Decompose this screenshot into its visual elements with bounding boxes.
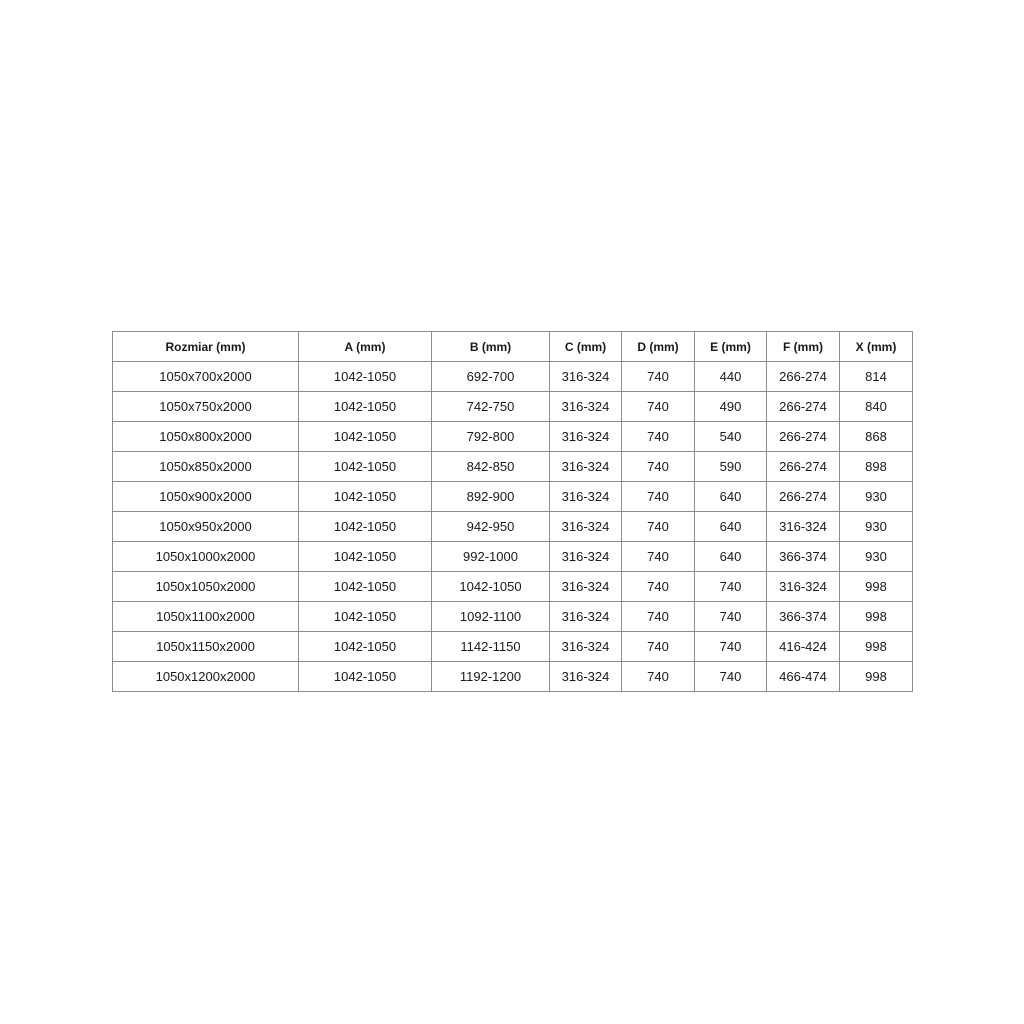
table-row: [113, 362, 913, 392]
cell-d: 740: [622, 662, 695, 692]
table-row: [113, 662, 913, 692]
cell-x: 930: [840, 512, 913, 542]
cell-f: 366-374: [767, 602, 840, 632]
cell-rozmiar: 1050x800x2000: [113, 422, 299, 452]
cell-c: 316-324: [550, 452, 622, 482]
cell-f: 316-324: [767, 572, 840, 602]
dimensions-table: [112, 331, 913, 692]
cell-a: 1042-1050: [299, 422, 432, 452]
cell-d: 740: [622, 422, 695, 452]
cell-d: 740: [622, 452, 695, 482]
cell-e: 740: [695, 572, 767, 602]
cell-c: 316-324: [550, 572, 622, 602]
cell-d: 740: [622, 572, 695, 602]
cell-b: 1092-1100: [432, 602, 550, 632]
header-rozmiar: Rozmiar (mm): [113, 332, 299, 362]
cell-a: 1042-1050: [299, 392, 432, 422]
cell-x: 998: [840, 662, 913, 692]
table-row: [113, 572, 913, 602]
cell-b: 742-750: [432, 392, 550, 422]
cell-rozmiar: 1050x1000x2000: [113, 542, 299, 572]
cell-b: 1042-1050: [432, 572, 550, 602]
header-b: B (mm): [432, 332, 550, 362]
cell-rozmiar: 1050x1100x2000: [113, 602, 299, 632]
cell-d: 740: [622, 482, 695, 512]
cell-x: 998: [840, 602, 913, 632]
cell-e: 540: [695, 422, 767, 452]
table-row: [113, 632, 913, 662]
cell-c: 316-324: [550, 632, 622, 662]
cell-c: 316-324: [550, 362, 622, 392]
table-row: [113, 602, 913, 632]
cell-e: 490: [695, 392, 767, 422]
cell-d: 740: [622, 602, 695, 632]
cell-c: 316-324: [550, 662, 622, 692]
cell-a: 1042-1050: [299, 362, 432, 392]
cell-e: 640: [695, 482, 767, 512]
cell-b: 992-1000: [432, 542, 550, 572]
cell-rozmiar: 1050x1200x2000: [113, 662, 299, 692]
cell-d: 740: [622, 362, 695, 392]
cell-b: 842-850: [432, 452, 550, 482]
cell-c: 316-324: [550, 602, 622, 632]
cell-x: 930: [840, 482, 913, 512]
cell-c: 316-324: [550, 482, 622, 512]
cell-e: 740: [695, 632, 767, 662]
cell-c: 316-324: [550, 542, 622, 572]
cell-rozmiar: 1050x1150x2000: [113, 632, 299, 662]
cell-d: 740: [622, 632, 695, 662]
cell-rozmiar: 1050x1050x2000: [113, 572, 299, 602]
cell-c: 316-324: [550, 392, 622, 422]
cell-x: 998: [840, 572, 913, 602]
header-x: X (mm): [840, 332, 913, 362]
cell-rozmiar: 1050x700x2000: [113, 362, 299, 392]
cell-c: 316-324: [550, 422, 622, 452]
cell-f: 266-274: [767, 422, 840, 452]
cell-d: 740: [622, 542, 695, 572]
header-f: F (mm): [767, 332, 840, 362]
header-e: E (mm): [695, 332, 767, 362]
header-d: D (mm): [622, 332, 695, 362]
cell-e: 640: [695, 542, 767, 572]
cell-x: 868: [840, 422, 913, 452]
cell-f: 266-274: [767, 362, 840, 392]
cell-e: 590: [695, 452, 767, 482]
cell-a: 1042-1050: [299, 572, 432, 602]
cell-a: 1042-1050: [299, 482, 432, 512]
cell-rozmiar: 1050x750x2000: [113, 392, 299, 422]
cell-rozmiar: 1050x950x2000: [113, 512, 299, 542]
header-c: C (mm): [550, 332, 622, 362]
cell-a: 1042-1050: [299, 452, 432, 482]
cell-e: 640: [695, 512, 767, 542]
cell-rozmiar: 1050x900x2000: [113, 482, 299, 512]
cell-a: 1042-1050: [299, 602, 432, 632]
cell-f: 266-274: [767, 482, 840, 512]
cell-b: 692-700: [432, 362, 550, 392]
table-row: [113, 392, 913, 422]
cell-e: 740: [695, 662, 767, 692]
cell-f: 266-274: [767, 452, 840, 482]
table-row: [113, 452, 913, 482]
table-row: [113, 512, 913, 542]
cell-x: 898: [840, 452, 913, 482]
cell-d: 740: [622, 512, 695, 542]
cell-rozmiar: 1050x850x2000: [113, 452, 299, 482]
header-a: A (mm): [299, 332, 432, 362]
table-row: [113, 422, 913, 452]
table-header-row: [113, 332, 913, 362]
cell-f: 466-474: [767, 662, 840, 692]
cell-x: 998: [840, 632, 913, 662]
dimensions-table-container: [112, 331, 912, 692]
cell-b: 942-950: [432, 512, 550, 542]
cell-b: 1142-1150: [432, 632, 550, 662]
cell-f: 316-324: [767, 512, 840, 542]
cell-f: 416-424: [767, 632, 840, 662]
cell-x: 814: [840, 362, 913, 392]
cell-f: 266-274: [767, 392, 840, 422]
table-row: [113, 482, 913, 512]
cell-a: 1042-1050: [299, 512, 432, 542]
cell-b: 792-800: [432, 422, 550, 452]
cell-x: 930: [840, 542, 913, 572]
cell-e: 740: [695, 602, 767, 632]
cell-d: 740: [622, 392, 695, 422]
cell-a: 1042-1050: [299, 662, 432, 692]
cell-c: 316-324: [550, 512, 622, 542]
cell-a: 1042-1050: [299, 542, 432, 572]
table-row: [113, 542, 913, 572]
cell-a: 1042-1050: [299, 632, 432, 662]
cell-f: 366-374: [767, 542, 840, 572]
cell-e: 440: [695, 362, 767, 392]
cell-x: 840: [840, 392, 913, 422]
cell-b: 892-900: [432, 482, 550, 512]
cell-b: 1192-1200: [432, 662, 550, 692]
